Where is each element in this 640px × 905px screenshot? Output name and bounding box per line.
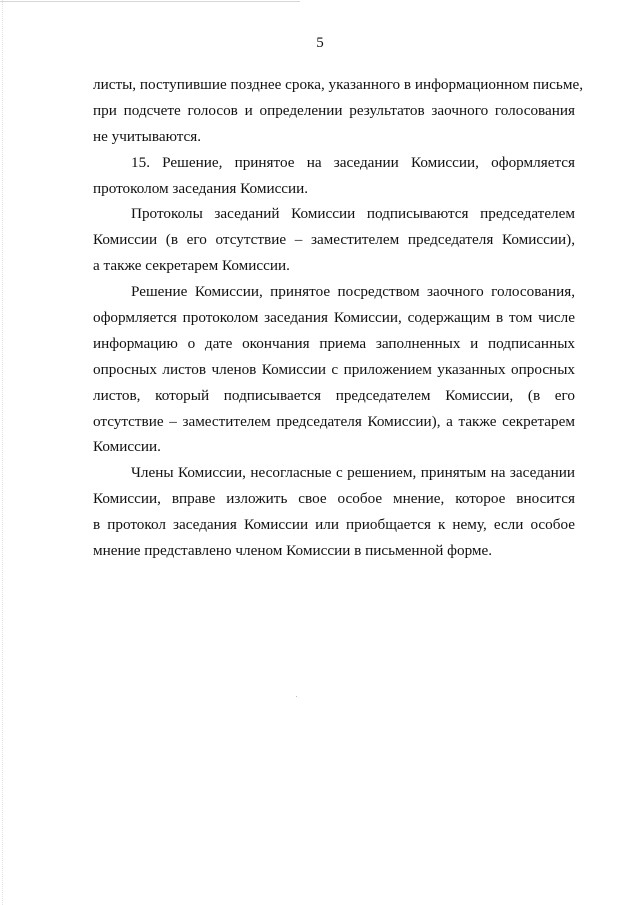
text-line: Комиссии (в его отсутствие – заместителем председателя Комиссии),: [93, 231, 575, 249]
paragraph-5: [93, 460, 575, 564]
text-line: Протоколы заседаний Комиссии подписываются председателем: [131, 205, 575, 223]
text-line: в протокол заседания Комиссии или приобщается к нему, если особое: [93, 516, 575, 534]
paragraph-2: [93, 150, 575, 202]
paragraph-4: [93, 279, 575, 460]
paragraph-3: [93, 201, 575, 279]
scan-edge-top: [0, 1, 300, 2]
text-line: опросных листов членов Комиссии с приложением указанных опросных: [93, 360, 575, 378]
paragraph-1: [93, 72, 584, 150]
text-line: при подсчете голосов и определении результатов заочного голосования: [93, 101, 575, 119]
document-body: [93, 72, 584, 564]
text-line: Члены Комиссии, несогласные с решением, принятым на заседании: [131, 464, 575, 482]
text-line: информацию о дате окончания приема заполненных и подписанных: [93, 334, 575, 352]
text-line: 15. Решение, принятое на заседании Комиссии, оформляется: [131, 153, 575, 171]
text-line: Комиссии.: [93, 438, 161, 456]
text-line: не учитываются.: [93, 127, 202, 145]
text-line: Решение Комиссии, принятое посредством заочного голосования,: [131, 283, 575, 301]
text-line: отсутствие – заместителем председателя Комиссии), а также секретарем: [93, 412, 575, 430]
text-line: мнение представлено членом Комиссии в письменной форме.: [93, 542, 493, 560]
text-line: оформляется протоколом заседания Комиссии, содержащим в том числе: [93, 309, 575, 327]
text-line: листы, поступившие позднее срока, указанного в информационном письме,: [93, 76, 584, 93]
scan-edge-left: [2, 0, 3, 905]
scan-artifact-dot: [296, 696, 297, 697]
text-line: а также секретарем Комиссии.: [93, 257, 290, 275]
text-line: протоколом заседания Комиссии.: [93, 179, 309, 197]
page-number: 5: [316, 35, 324, 51]
text-line: листов, который подписывается председателем Комиссии, (в его: [93, 386, 575, 404]
text-line: Комиссии, вправе изложить свое особое мнение, которое вносится: [93, 490, 575, 508]
